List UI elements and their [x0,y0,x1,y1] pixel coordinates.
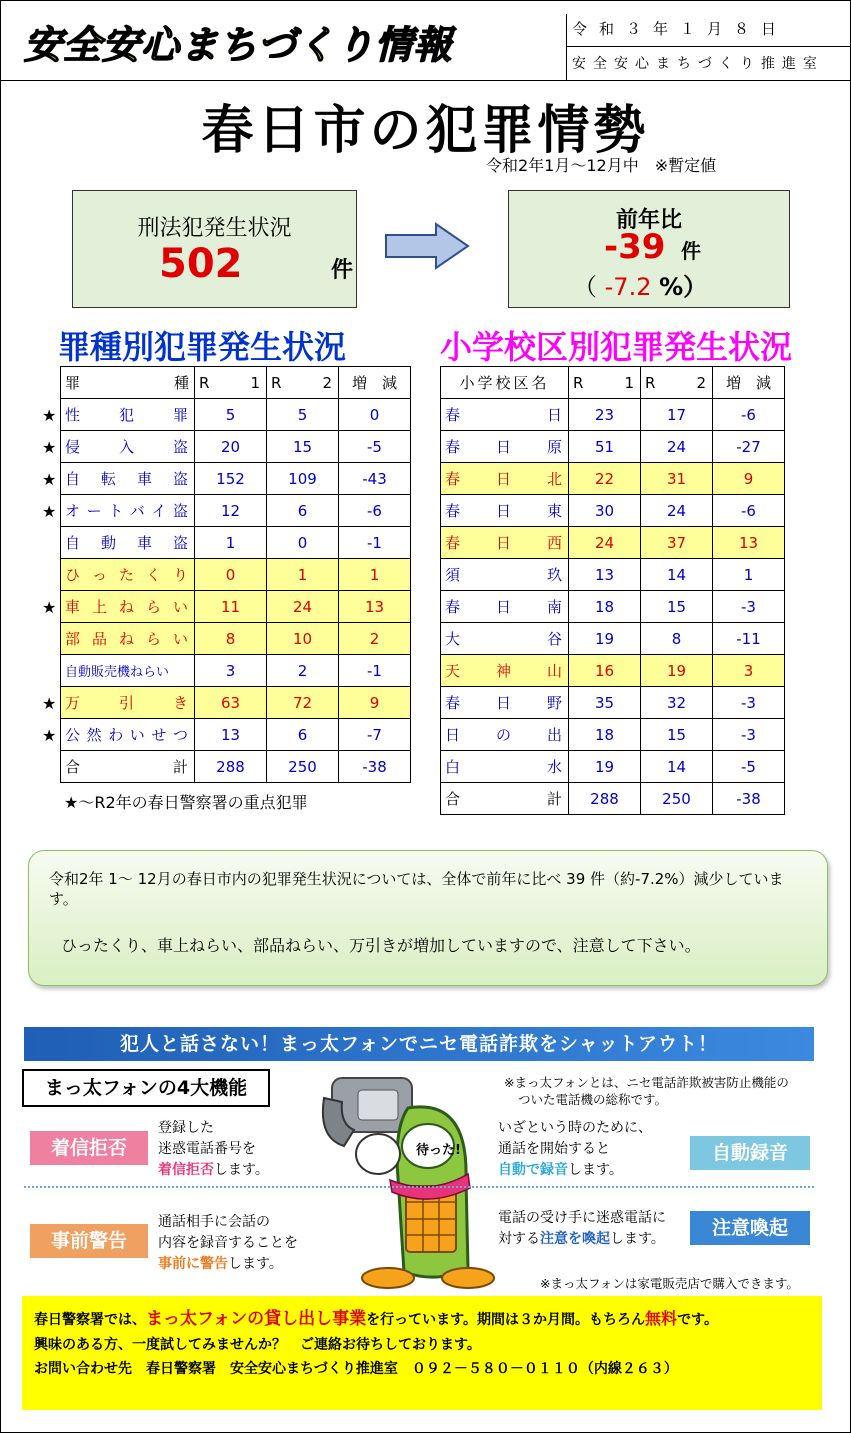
table-row [61,495,411,527]
row-label: 春 日 北 [445,470,564,488]
row-label: 部 品 ね ら い [65,630,190,648]
row-label: 春 日 原 [445,438,564,456]
diff-value: 13 [339,591,411,623]
rental-lead: 春日警察署では、 [34,1312,146,1328]
r1-value: 18 [569,719,641,751]
table-row [441,559,785,591]
header-divider-middle [566,46,851,47]
priority-star-icon: ★ [42,438,57,457]
rental-middle: を行っています。期間は３か月間。もちろん [366,1312,646,1328]
f2-highlight: 事前に警告 [158,1256,228,1272]
header-diff: 増 減 [713,367,785,399]
definition-line-1: ※まっ太フォンとは、ニセ電話詐欺被害防止機能の [504,1075,789,1090]
table-row [441,399,785,431]
total-diff: -38 [713,783,785,815]
diff-value: 3 [713,655,785,687]
feature-desc-alert [498,1208,666,1250]
r1-value: 19 [569,751,641,783]
r2-value: 17 [641,399,713,431]
row-label: 春 日 東 [445,502,564,520]
feature-tag-call-block: 着信拒否 [30,1131,148,1165]
total-crime-unit: 件 [331,258,354,283]
table-row [61,687,411,719]
r1-value: 8 [195,623,267,655]
row-label: 天 神 山 [445,662,564,680]
total-a: 合 [445,790,463,808]
r2-value: 0 [267,527,339,559]
table-row [441,463,785,495]
r1-value: 13 [569,559,641,591]
table-row [61,591,411,623]
total-crime-count: 502 [159,241,243,287]
row-label: 白 水 [445,758,564,776]
table-row [61,655,411,687]
row-label: 春 日 野 [445,694,564,712]
table-row [441,495,785,527]
diff-value: -43 [339,463,411,495]
table-row [441,719,785,751]
r1-value: 18 [569,591,641,623]
rental-info-box [22,1296,822,1410]
f3-line2: 通話を開始すると [498,1141,610,1157]
r2-value: 10 [267,623,339,655]
f3-highlight: 自動で録音 [498,1162,568,1178]
right-arrow-icon [384,222,470,270]
table-row [61,399,411,431]
row-label: オ ー ト バ イ 盗 [65,502,190,520]
header-r2-a: R [271,373,284,392]
diff-value: -5 [339,431,411,463]
yoy-diff: -39 [604,227,666,267]
table-row [61,463,411,495]
r1-value: 63 [195,687,267,719]
feature-tag-auto-record: 自動録音 [690,1136,810,1170]
r2-value: 1 [267,559,339,591]
priority-star-icon: ★ [42,406,57,425]
priority-crime-note: ★～R2年の春日警察署の重点犯罪 [64,793,308,812]
header-divider-vertical [566,14,567,80]
table-total-row [61,751,411,783]
issuing-office: 安全安心まちづくり推進室 [572,56,824,72]
definition-line-2: ついた電話機の総称です。 [518,1092,668,1107]
f4-line1: 電話の受け手に迷惑電話に [498,1210,666,1226]
total-r2: 250 [267,751,339,783]
summary-line-2: ひったくり、車上ねらい、部品ねらい、万引きが増加していますので、注意して下さい。 [61,936,701,955]
f1-highlight: 着信拒否 [158,1162,214,1178]
rental-line-2: 興味のある方、一度試してみませんか？ ご連絡お待ちしております。 [34,1337,481,1353]
f1-line2: 迷惑電話番号を [158,1141,256,1157]
table-total-row [441,783,785,815]
features-title: まっ太フォンの4大機能 [22,1069,270,1107]
diff-value: -11 [713,623,785,655]
total-r1: 288 [195,751,267,783]
row-label: 自 動 車 盗 [65,534,190,552]
r1-value: 51 [569,431,641,463]
summary-line-1: 令和2年 1～ 12月の春日市内の犯罪発生状況については、全体で前年に比べ 39 件（約-7.2%）減少しています。 [49,870,784,908]
priority-star-icon: ★ [42,470,57,489]
table-row [61,719,411,751]
rental-line-1 [34,1304,718,1329]
diff-value: 9 [339,687,411,719]
row-label: 自動販売機ねらい [65,665,170,680]
issue-date: 令和３年１月８日 [572,20,789,38]
r2-value: 6 [267,719,339,751]
r1-value: 13 [195,719,267,751]
row-label: 春 日 西 [445,534,564,552]
r2-value: 37 [641,527,713,559]
rental-free: 無料 [645,1309,678,1328]
store-note: ※まっ太フォンは家電販売店で購入できます。 [540,1276,799,1291]
row-label: 車 上 ね ら い [65,598,190,616]
r2-value: 72 [267,687,339,719]
row-label: ひ っ た く り [65,566,190,584]
r1-value: 24 [569,527,641,559]
table-row [441,431,785,463]
r2-value: 14 [641,751,713,783]
total-r2: 250 [641,783,713,815]
diff-value: -6 [339,495,411,527]
diff-value: -1 [339,527,411,559]
table-header-row [441,367,785,399]
table-row [441,527,785,559]
r1-value: 35 [569,687,641,719]
table-row [61,623,411,655]
diff-value: -27 [713,431,785,463]
feature-tag-alert: 注意喚起 [690,1211,810,1245]
r1-value: 19 [569,623,641,655]
f4-highlight: 注意を喚起 [540,1231,610,1247]
f1-line1: 登録した [158,1120,214,1136]
priority-star-icon: ★ [42,694,57,713]
f3-line1: いざという時のために、 [498,1120,652,1136]
mascot-speech: 待った! [416,1143,461,1158]
r2-value: 8 [641,623,713,655]
header-divider-bottom [0,80,851,81]
diff-value: 2 [339,623,411,655]
mascot-phone-icon [318,1068,498,1290]
row-label: 自 転 車 盗 [65,470,190,488]
r1-value: 1 [195,527,267,559]
yoy-box [508,190,790,308]
yoy-pct-close: %） [659,273,708,301]
f2-line1: 通話相手に会話の [158,1214,270,1230]
r2-value: 2 [267,655,339,687]
priority-star-icon: ★ [42,726,57,745]
feature-divider [24,1186,814,1188]
diff-value: 9 [713,463,785,495]
row-label: 須 玖 [445,566,564,584]
r1-value: 30 [569,495,641,527]
r2-value: 32 [641,687,713,719]
r1-value: 22 [569,463,641,495]
r2-value: 24 [641,495,713,527]
feature-desc-auto-record [498,1118,652,1181]
school-district-table [440,366,785,815]
f4-lead: 対する [498,1231,540,1247]
f1-line3 [158,1160,269,1181]
r1-value: 5 [195,399,267,431]
f3-rest: します。 [568,1162,623,1178]
total-crime-label: 刑法犯発生状況 [137,216,292,241]
table-row [441,751,785,783]
rental-program: まっ太フォンの貸し出し事業 [146,1309,367,1329]
total-diff: -38 [339,751,411,783]
f3-line3 [498,1160,652,1181]
summary-callout [28,850,828,986]
r2-value: 15 [641,591,713,623]
diff-value: 1 [713,559,785,591]
diff-value: -5 [713,751,785,783]
table-row [441,687,785,719]
r2-value: 6 [267,495,339,527]
header-r1-a: R [573,373,586,392]
contact-line: お問い合わせ先 春日警察署 安全安心まちづくり推進室 ０９２－５８０－０１１０（内線２６３） [34,1361,678,1377]
header-r2-b: 2 [696,373,708,392]
table-row [61,559,411,591]
r1-value: 20 [195,431,267,463]
row-label: 日 の 出 [445,726,564,744]
diff-value: -1 [339,655,411,687]
row-label: 公 然 わ い せ つ [65,726,190,744]
f2-line2: 内容を録音することを [158,1235,298,1251]
row-label: 春 日 南 [445,598,564,616]
header-diff: 増 減 [339,367,411,399]
diff-value: -3 [713,591,785,623]
yoy-label: 前年比 [615,208,682,233]
r2-value: 15 [267,431,339,463]
r1-value: 152 [195,463,267,495]
row-label: 性 犯 罪 [65,406,190,424]
r2-value: 15 [641,719,713,751]
r1-value: 23 [569,399,641,431]
total-a: 合 [65,758,83,776]
header-district: 小学校区名 [441,367,569,399]
definition-note [504,1074,824,1108]
yoy-pct-value: -7.2 [604,273,652,301]
table-row [61,431,411,463]
r1-value: 11 [195,591,267,623]
crime-type-table [60,366,411,783]
total-crime-box [72,190,357,308]
row-label: 春 日 [445,406,564,424]
table-header-row [61,367,411,399]
total-r1: 288 [569,783,641,815]
r2-value: 14 [641,559,713,591]
diff-value: 13 [713,527,785,559]
r2-value: 31 [641,463,713,495]
priority-star-icon: ★ [42,502,57,521]
feature-desc-advance-warning [158,1212,298,1275]
diff-value: -6 [713,399,785,431]
yoy-pct-open: （ [573,273,597,301]
r1-value: 12 [195,495,267,527]
r1-value: 3 [195,655,267,687]
diff-value: 0 [339,399,411,431]
diff-value: -3 [713,687,785,719]
total-b: 計 [546,790,564,808]
table-row [441,591,785,623]
period-note: 令和2年1月～12月中 ※暫定値 [486,156,717,175]
f4-line2 [498,1229,666,1250]
feature-desc-call-block [158,1118,269,1181]
header-r2-a: R [645,373,658,392]
diff-value: -3 [713,719,785,751]
yoy-unit: 件 [681,239,701,263]
header-r1-b: 1 [624,373,636,392]
promo-banner: 犯人と話さない！まっ太フォンでニセ電話詐欺をシャットアウト！ [24,1027,814,1061]
row-label: 大 谷 [445,630,564,648]
r2-value: 109 [267,463,339,495]
table-row [441,623,785,655]
header-name-b: 種 [173,374,190,392]
school-district-title: 小学校区別犯罪発生状況 [440,328,793,366]
table-row [441,655,785,687]
diff-value: 1 [339,559,411,591]
table-row [61,527,411,559]
header-r1-b: 1 [250,373,262,392]
header-name-a: 罪 [65,374,82,392]
row-label: 万 引 き [65,694,190,712]
header-r1-a: R [199,373,212,392]
r1-value: 16 [569,655,641,687]
header-r2-b: 2 [322,373,334,392]
newsletter-title: 安全安心まちづくり情報 [24,23,453,67]
crime-type-title: 罪種別犯罪発生状況 [58,328,347,366]
r2-value: 24 [267,591,339,623]
f2-line3 [158,1254,298,1275]
f1-rest: します。 [214,1162,269,1178]
diff-value: -6 [713,495,785,527]
page-title: 春日市の犯罪情勢 [201,101,650,161]
priority-star-icon: ★ [42,598,57,617]
diff-value: -7 [339,719,411,751]
f2-rest: します。 [228,1256,283,1272]
yoy-percent [573,267,707,302]
feature-tag-advance-warning: 事前警告 [30,1224,148,1258]
r2-value: 5 [267,399,339,431]
total-b: 計 [172,758,190,776]
r2-value: 19 [641,655,713,687]
rental-end: です。 [677,1312,718,1328]
r2-value: 24 [641,431,713,463]
row-label: 侵 入 盗 [65,438,190,456]
f4-rest: します。 [610,1231,665,1247]
r1-value: 0 [195,559,267,591]
